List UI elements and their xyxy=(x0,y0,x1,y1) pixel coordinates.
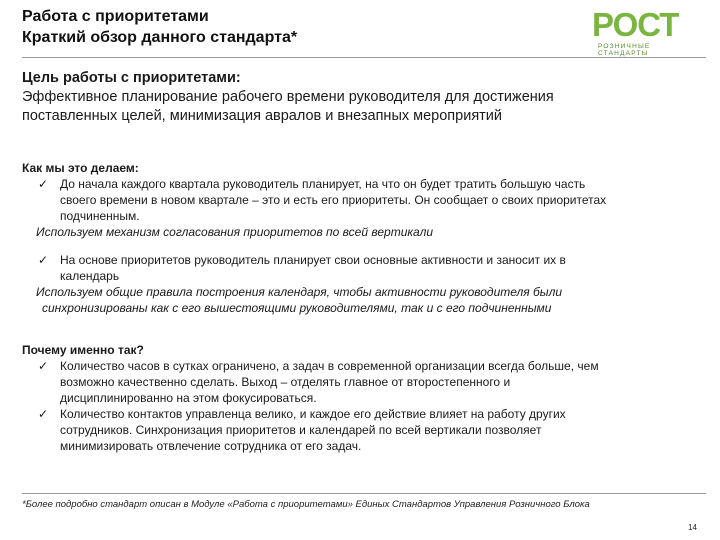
footer-divider xyxy=(22,493,706,494)
title-line-2: Краткий обзор данного стандарта* xyxy=(22,29,298,46)
how-item-1-line-2: своего времени в новом квартале – это и есть его приоритеты. Он сообщает о своих приоритетах xyxy=(60,193,607,207)
why-section xyxy=(22,342,599,454)
slide-title xyxy=(22,6,297,48)
footnote: *Более подробно стандарт описан в Модуле «Работа с приоритетами» Единых Стандартов Управления Розничного Блока xyxy=(22,499,590,510)
how-item-2-line-1: На основе приоритетов руководитель планирует свои основные активности и заносит их в xyxy=(60,253,566,267)
goal-text-line-1: Эффективное планирование рабочего времени руководителя для достижения xyxy=(22,89,554,105)
why-heading: Почему именно так? xyxy=(22,343,144,357)
title-line-1: Работа с приоритетами xyxy=(22,8,209,25)
how-item-1-line-1: До начала каждого квартала руководитель планирует, на что он будет тратить большую часть xyxy=(60,177,586,191)
checkmark-icon: ✓ xyxy=(38,177,49,191)
checkmark-icon: ✓ xyxy=(38,253,49,267)
rost-logo xyxy=(592,6,704,57)
why-item-2-line-2: сотрудников. Синхронизация приоритетов и календарей по всей вертикали позволяет xyxy=(60,423,542,437)
how-note-1: Используем механизм согласования приоритетов по всей вертикали xyxy=(36,225,434,239)
why-item-1 xyxy=(22,358,599,406)
goal-heading: Цель работы с приоритетами: xyxy=(22,70,241,86)
logo-subtitle: РОЗНИЧНЫЕ СТАНДАРТЫ xyxy=(598,43,651,57)
how-item-2-line-2: календарь xyxy=(60,269,120,283)
page-number: 14 xyxy=(688,523,697,532)
why-item-2-line-3: минимизировать отвлечение сотрудника от его задач. xyxy=(60,439,362,453)
how-section xyxy=(22,160,606,316)
checkmark-icon: ✓ xyxy=(38,359,49,373)
goal-section xyxy=(22,69,712,126)
why-item-2-line-1: Количество контактов управленца велико, и каждое его действие влияет на работу других xyxy=(60,407,566,421)
how-note-2-line-1: Используем общие правила построения календаря, чтобы активности руководителя были xyxy=(36,285,563,299)
logo-wordmark: РОСТ xyxy=(592,6,679,43)
why-item-1-line-1: Количество часов в сутках ограничено, а задач в современной организации всегда больше, чем xyxy=(60,359,599,373)
why-item-1-line-3: дисциплинированно на этом фокусироваться. xyxy=(60,391,317,405)
how-heading: Как мы это делаем: xyxy=(22,161,139,175)
why-item-2 xyxy=(22,406,599,454)
goal-text-line-2: поставленных целей, минимизация авралов и внезапных мероприятий xyxy=(22,108,503,124)
how-item-2 xyxy=(22,252,606,284)
header-divider xyxy=(22,57,706,58)
how-item-1 xyxy=(22,176,606,224)
how-note-2-line-2: синхронизированы как с его вышестоящими руководителями, так и с его подчиненными xyxy=(42,301,552,315)
why-item-1-line-2: возможно качественно сделать. Выход – отделять главное от второстепенного и xyxy=(60,375,511,389)
checkmark-icon: ✓ xyxy=(38,407,49,421)
how-item-1-line-3: подчиненным. xyxy=(60,209,140,223)
